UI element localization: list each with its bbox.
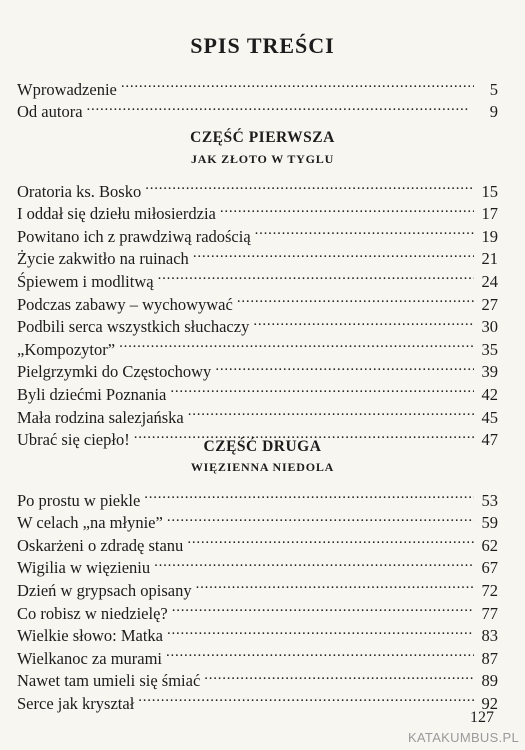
part2-list — [17, 483, 498, 713]
toc-entry-page: 5 — [489, 79, 498, 99]
toc-entry-title: Podczas zabawy – wychowywać — [17, 294, 233, 314]
part1-subtitle: JAK ZŁOTO W TYGLU — [190, 152, 335, 166]
toc-entry-title: Pielgrzymki do Częstochowy — [17, 362, 212, 382]
toc-entry-title: Co robisz w niedzielę? — [17, 603, 168, 623]
toc-entry-page: 47 — [481, 430, 498, 450]
toc-entry-page: 53 — [481, 490, 498, 510]
toc-entry-title: Nawet tam umieli się śmiać — [17, 671, 201, 691]
dot-leader — [121, 72, 474, 95]
part2-heading: CZĘŚĆ DRUGA — [203, 438, 322, 455]
toc-entry-title: Ubrać się ciepło! — [17, 430, 130, 450]
dot-leader — [193, 242, 474, 265]
dot-leader — [204, 664, 474, 687]
dot-leader — [87, 95, 474, 118]
dot-leader — [167, 506, 474, 529]
toc-entry-page: 92 — [481, 693, 498, 713]
toc-entry-page: 83 — [481, 626, 498, 646]
toc-entry-page: 19 — [481, 226, 498, 246]
part2-subtitle: WIĘZIENNA NIEDOLA — [190, 460, 335, 474]
dot-leader — [154, 551, 474, 574]
toc-entry-page: 89 — [481, 671, 498, 691]
toc-entry-page: 45 — [481, 407, 498, 427]
toc-entry-title: Dzień w grypsach opisany — [17, 580, 192, 600]
toc-entry-title: Powitano ich z prawdziwą radością — [17, 226, 251, 246]
toc-entry-page: 87 — [481, 648, 498, 668]
toc-entry — [17, 174, 498, 201]
dot-leader — [255, 219, 474, 242]
toc-entry — [17, 483, 498, 510]
toc-entry-page: 21 — [481, 249, 498, 269]
dot-leader — [187, 528, 474, 551]
toc-entry-page: 17 — [481, 204, 498, 224]
toc-entry-page: 72 — [481, 580, 498, 600]
dot-leader — [188, 400, 474, 423]
watermark: KATAKUMBUS.PL — [407, 730, 519, 745]
part1-heading: CZĘŚĆ PIERWSZA — [190, 129, 335, 146]
dot-leader — [253, 310, 474, 333]
toc-entry-title: Wielkanoc za murami — [17, 648, 163, 668]
toc-entry-title: W celach „na młynie” — [17, 513, 163, 533]
dot-leader — [119, 332, 474, 355]
toc-entry-title: Śpiewem i modlitwą — [17, 271, 154, 291]
toc-entry-title: Wigilia w więzieniu — [17, 558, 151, 578]
dot-leader — [145, 174, 474, 197]
dot-leader — [172, 596, 474, 619]
toc-entry-title: Oratoria ks. Bosko — [17, 181, 142, 201]
toc-entry-title: Od autora — [17, 102, 83, 122]
toc-entry-title: Serce jak kryształ — [17, 693, 135, 713]
toc-entry-page: 15 — [481, 181, 498, 201]
dot-leader — [167, 619, 474, 642]
dot-leader — [166, 641, 474, 664]
toc-entry — [17, 95, 498, 122]
toc-entry-page: 77 — [481, 603, 498, 623]
dot-leader — [196, 573, 474, 596]
toc-entry-page: 59 — [481, 513, 498, 533]
toc-entry-title: „Kompozytor” — [17, 339, 116, 359]
toc-entry-page: 35 — [481, 339, 498, 359]
dot-leader — [215, 355, 474, 378]
toc-entry-title: Wprowadzenie — [17, 79, 117, 99]
toc-entry-page: 67 — [481, 558, 498, 578]
toc-entry-page: 42 — [481, 384, 498, 404]
toc-entry-page: 62 — [481, 535, 498, 555]
dot-leader — [170, 377, 474, 400]
toc-entry-page: 39 — [481, 362, 498, 382]
toc-entry-page: 9 — [489, 102, 498, 122]
dot-leader — [220, 197, 474, 220]
toc-entry — [17, 72, 498, 99]
toc-entry-title: Po prostu w piekle — [17, 490, 141, 510]
dot-leader — [237, 287, 474, 310]
toc-entry-title: Byli dziećmi Poznania — [17, 384, 167, 404]
toc-entry-title: Wielkie słowo: Matka — [17, 626, 163, 646]
toc-entry-title: Podbili serca wszystkich słuchaczy — [17, 317, 250, 337]
dot-leader — [138, 686, 474, 709]
dot-leader — [144, 483, 474, 506]
intro-list — [17, 72, 498, 122]
toc-entry-title: Mała rodzina salezjańska — [17, 407, 184, 427]
dot-leader — [158, 264, 474, 287]
toc-entry-page: 30 — [481, 317, 498, 337]
toc-entry-title: Życie zakwitło na ruinach — [17, 249, 189, 269]
page-title: SPIS TREŚCI — [190, 33, 335, 58]
page-number: 127 — [470, 709, 494, 726]
toc-entry-page: 27 — [481, 294, 498, 314]
toc-entry-title: Oskarżeni o zdradę stanu — [17, 535, 184, 555]
toc-entry-title: I oddał się dziełu miłosierdzia — [17, 204, 216, 224]
toc-entry-page: 24 — [481, 271, 498, 291]
